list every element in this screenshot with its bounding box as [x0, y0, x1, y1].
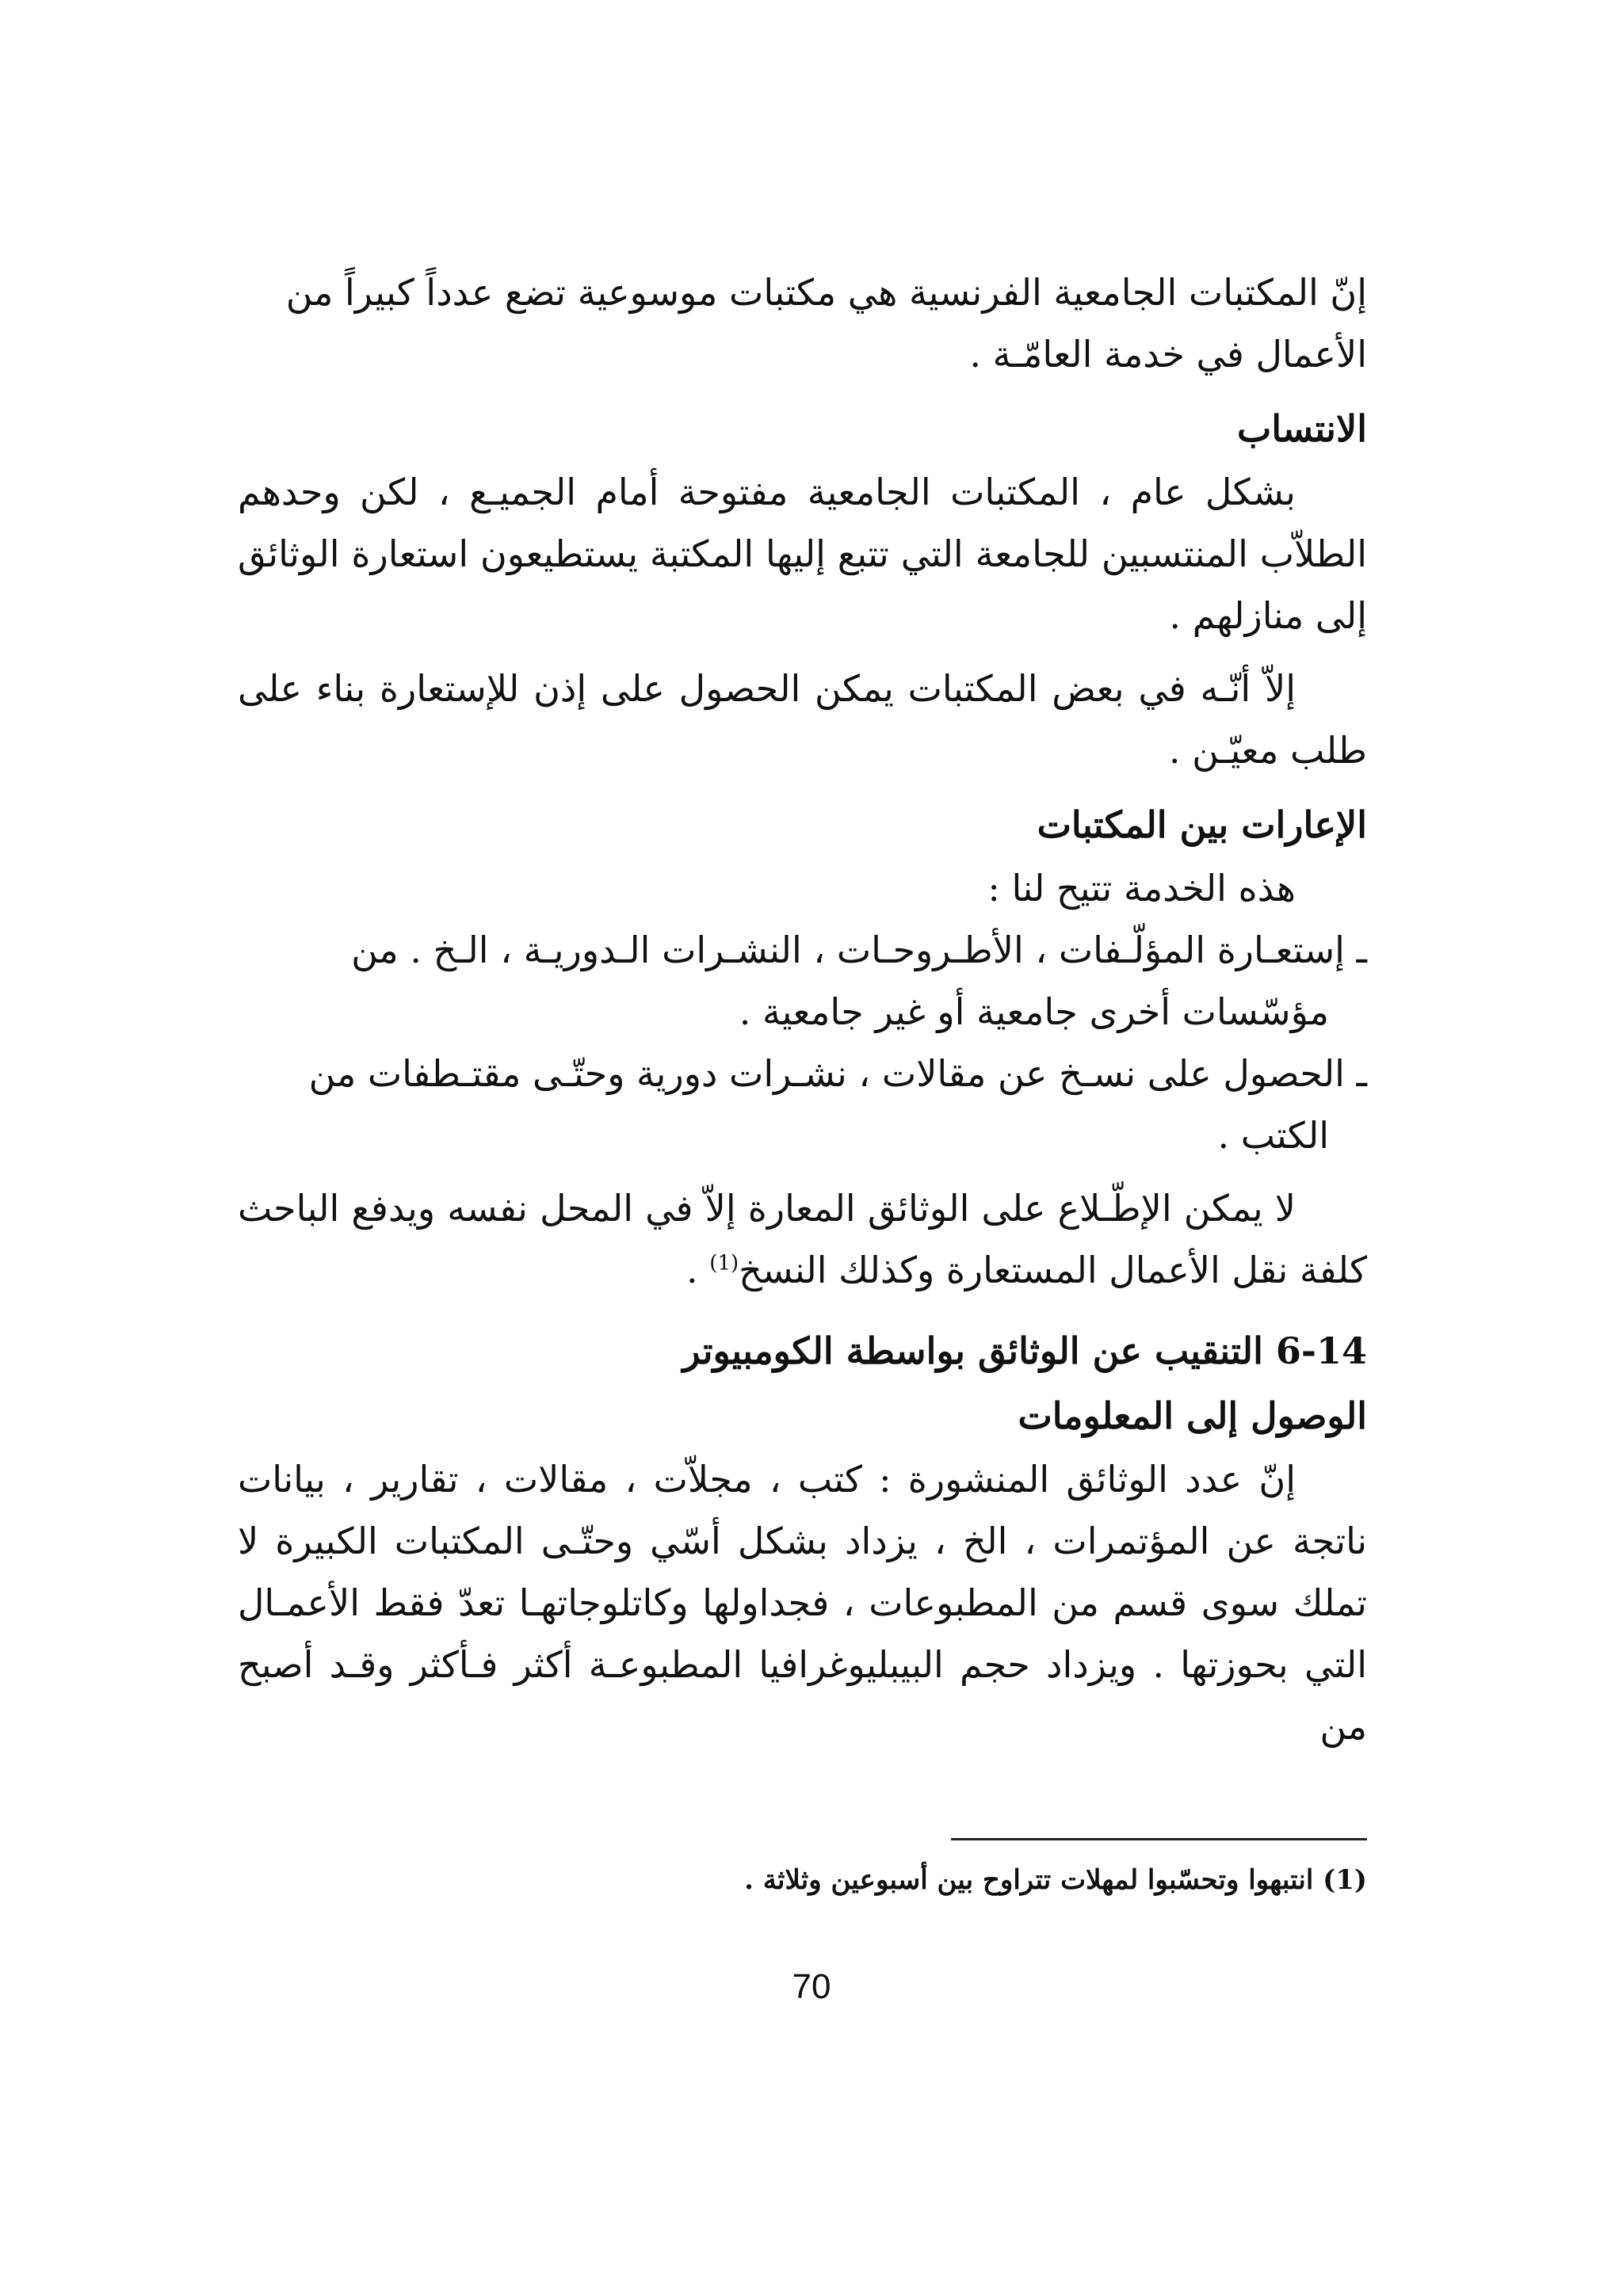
paragraph-consultation-end: . — [686, 1249, 710, 1291]
footnote: (1) انتبهوا وتحسّبوا لمهلات تتراوح بين أسبوعين وثلاثة . — [744, 1864, 1367, 1896]
heading-interlibrary-loans: الإعارات بين المكتبات — [1037, 803, 1367, 846]
list-item-borrow-line2: مؤسّسات أخرى جامعية أو غير جامعية . — [739, 990, 1329, 1033]
footnote-reference: (1) — [709, 1251, 739, 1276]
main-text — [238, 261, 1367, 1757]
paragraph-intro-line1: إنّ المكتبات الجامعية الفرنسية هي مكتبات موسوعية تضع عدداً كبيراً من — [285, 271, 1367, 314]
list-item-copies-line1: ـ الحصول على نسـخ عن مقالات ، نشـرات دورية وحتّـى مقتـطفات من — [308, 1052, 1367, 1095]
paragraph-membership: بشكل عام ، المكتبات الجامعية مفتوحة أمام الجميـع ، لكن وحدهم الطلاّب المنتسبين للجامعة التي تتبع إليها المكتبة يستطيعون استعارة الوثائق إلى منازلهم . — [238, 471, 1367, 637]
section-heading-computer-search: 6-14 التنقيب عن الوثائق بواسطة الكومبيوتر — [682, 1329, 1367, 1372]
page-number: 70 — [792, 1967, 831, 2006]
list-item-copies-line2: الكتب . — [1217, 1114, 1329, 1157]
heading-information-access: الوصول إلى المعلومات — [1018, 1394, 1367, 1437]
paragraph-consultation-text: لا يمكن الإطّـلاع على الوثائق المعارة إلاّ في المحل نفسه ويدفع الباحث كلفة نقل الأعمال المستعارة وكذلك النسخ — [238, 1187, 1367, 1291]
paragraph-service-intro: هذه الخدمة تتيح لنا : — [987, 867, 1296, 910]
paragraph-consultation — [238, 1177, 1367, 1301]
heading-membership: الانتساب — [1236, 407, 1367, 450]
paragraph-intro-line2: الأعمال في خدمة العامّـة . — [969, 333, 1367, 376]
list-item-borrow-line1: ـ إستعـارة المؤلّـفات ، الأطـروحـات ، النشـرات الـدوريـة ، الـخ . من — [351, 929, 1367, 971]
paragraph-documents-growth: إنّ عدد الوثائق المنشورة : كتب ، مجلاّت ، مقالات ، تقارير ، بيانات ناتجة عن المؤتمرات ، الخ ، يزداد بشكل أسّي وحتّـى المكتبات الكبيرة لا تملك سوى قسم من المطبوعات ، فجداولها وكاتلوجاتهـا تعدّ فقط الأعمـال التي بحوزتها . ويزداد حجم البيبليوغرافيا المطبوعـة أكثر فـأكثر وقـد أصبح من — [238, 1458, 1367, 1748]
paragraph-exception: إلاّ أنّـه في بعض المكتبات يمكن الحصول على إذن للإستعارة بناء على طلب معيّـن . — [238, 667, 1367, 772]
footnote-divider — [951, 1838, 1367, 1840]
